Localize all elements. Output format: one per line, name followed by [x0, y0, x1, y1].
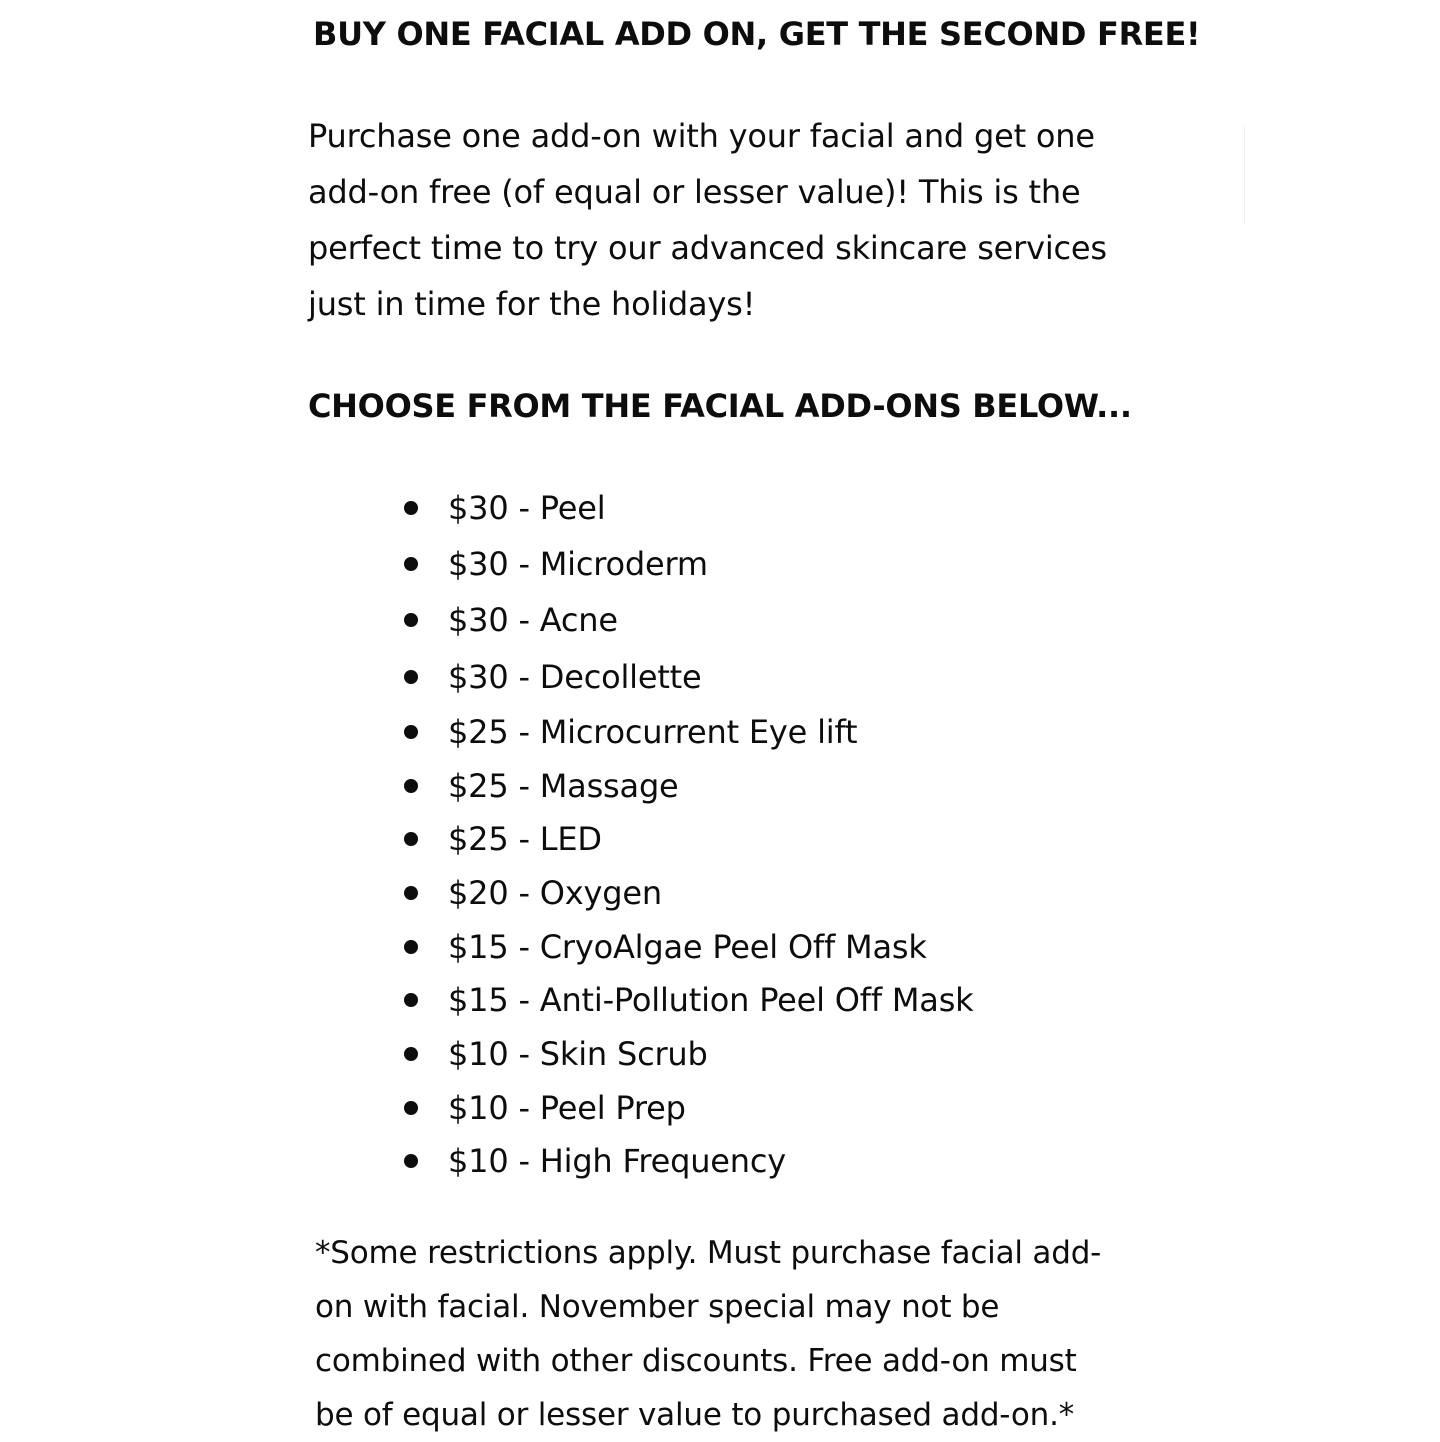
bullet-icon	[404, 832, 418, 846]
bullet-icon	[404, 886, 418, 900]
bullet-icon	[404, 940, 418, 954]
bullet-icon	[404, 725, 418, 739]
addon-label: $15 - Anti-Pollution Peel Off Mask	[448, 981, 974, 1019]
bullet-icon	[404, 501, 418, 515]
intro-line: Purchase one add-on with your facial and get one	[308, 117, 1095, 155]
addon-label: $25 - Microcurrent Eye lift	[448, 713, 858, 751]
addon-list-item	[400, 598, 618, 642]
addons-subhead: CHOOSE FROM THE FACIAL ADD-ONS BELOW...	[308, 387, 1132, 425]
addon-list-item	[400, 710, 857, 754]
addon-label: $30 - Peel	[448, 489, 606, 527]
addon-list-item	[400, 817, 602, 861]
addon-list-item	[400, 925, 927, 969]
addon-label: $25 - LED	[448, 820, 602, 858]
addon-list-item	[400, 486, 605, 530]
intro-line: perfect time to try our advanced skincare services	[308, 229, 1107, 267]
promo-headline: BUY ONE FACIAL ADD ON, GET THE SECOND FREE!	[313, 15, 1201, 53]
addon-list-item	[400, 1139, 786, 1183]
addon-label: $10 - Skin Scrub	[448, 1035, 708, 1073]
addon-list-item	[400, 1032, 708, 1076]
restrictions-line: on with facial. November special may not be	[315, 1289, 1000, 1325]
intro-paragraph	[308, 108, 1148, 332]
addon-label: $20 - Oxygen	[448, 874, 662, 912]
addon-label: $30 - Acne	[448, 601, 618, 639]
intro-line: add-on free (of equal or lesser value)! This is the	[308, 173, 1081, 211]
bullet-icon	[404, 779, 418, 793]
bullet-icon	[404, 670, 418, 684]
faint-divider	[1244, 125, 1245, 225]
addon-label: $15 - CryoAlgae Peel Off Mask	[448, 928, 927, 966]
addon-list-item	[400, 871, 662, 915]
bullet-icon	[404, 1047, 418, 1061]
bullet-icon	[404, 613, 418, 627]
addon-list-item	[400, 542, 708, 586]
addon-list-item	[400, 978, 974, 1022]
addon-list-item	[400, 655, 702, 699]
restrictions-line: combined with other discounts. Free add-on must	[315, 1343, 1077, 1379]
addon-label: $10 - High Frequency	[448, 1142, 787, 1180]
addon-list-item	[400, 1086, 686, 1130]
bullet-icon	[404, 1101, 418, 1115]
restrictions-line: be of equal or lesser value to purchased add-on.*	[315, 1397, 1075, 1433]
intro-line: just in time for the holidays!	[308, 285, 756, 323]
bullet-icon	[404, 1154, 418, 1168]
addon-label: $30 - Decollette	[448, 658, 702, 696]
addon-label: $30 - Microderm	[448, 545, 708, 583]
bullet-icon	[404, 557, 418, 571]
restrictions-line: *Some restrictions apply. Must purchase facial add-	[315, 1235, 1102, 1271]
bullet-icon	[404, 993, 418, 1007]
addon-label: $25 - Massage	[448, 767, 679, 805]
addon-label: $10 - Peel Prep	[448, 1089, 686, 1127]
restrictions-note	[315, 1226, 1135, 1442]
addon-list-item	[400, 764, 679, 808]
